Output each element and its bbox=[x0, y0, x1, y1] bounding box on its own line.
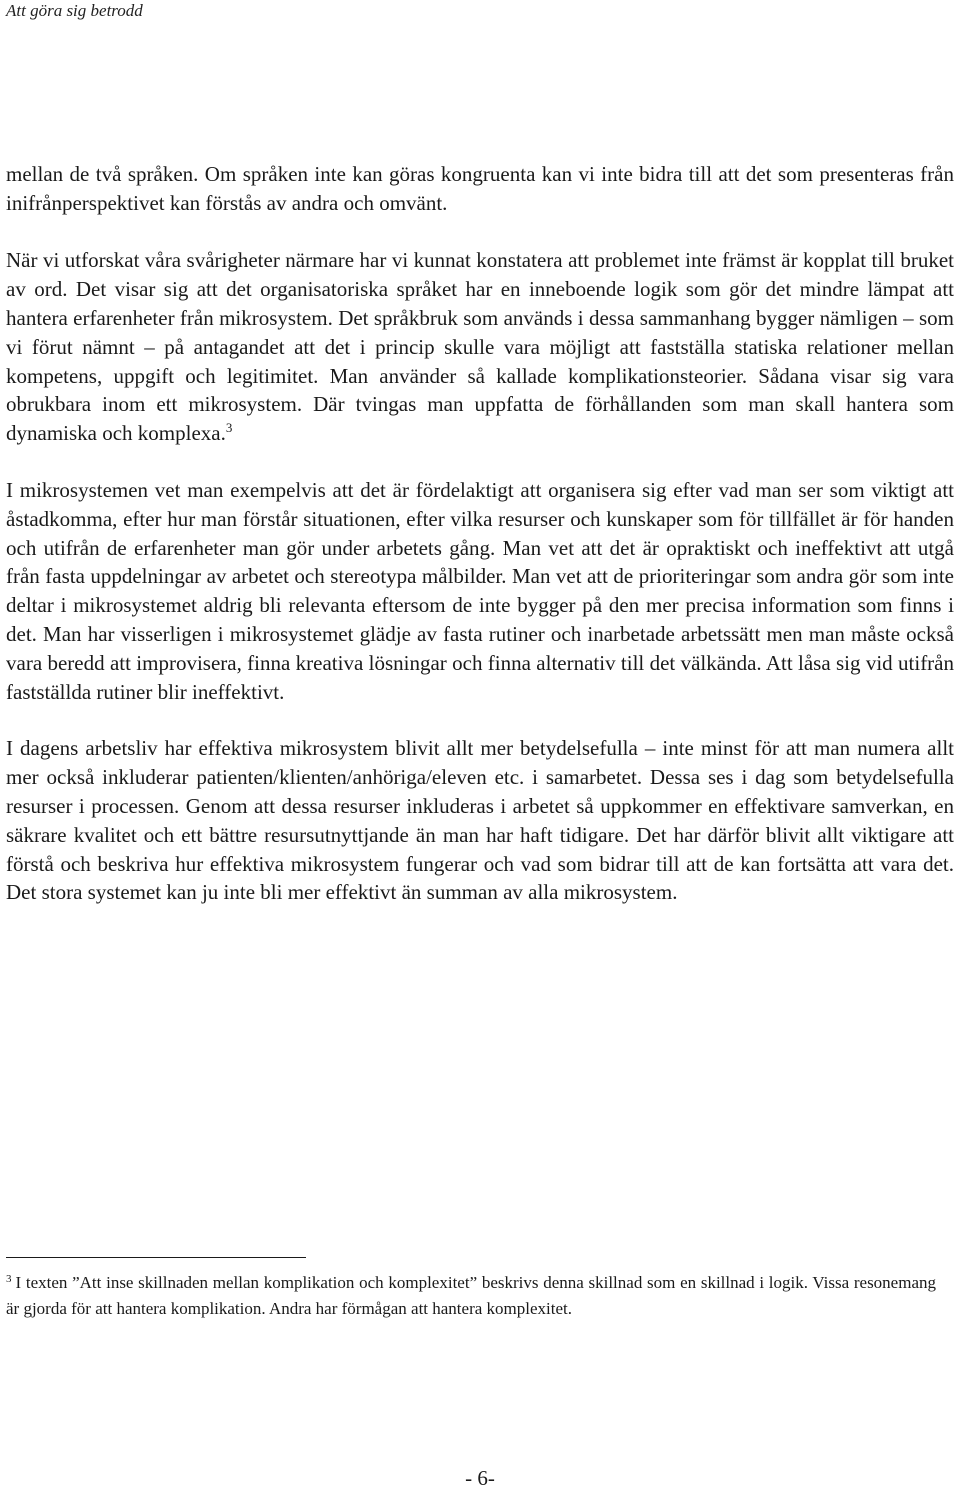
footnote-separator bbox=[6, 1257, 306, 1258]
footnote-reference[interactable]: 3 bbox=[225, 420, 233, 436]
paragraph-2 bbox=[6, 246, 954, 448]
paragraph-3: I mikrosystemen vet man exempelvis att det är fördelaktigt att organisera sig efter vad man ser som viktigt att åstadkomma, efter hur man förstår situationen, efter vilka resurser och kunskaper som för tillfället är för handen och utifrån de erfarenheter man gör under arbetets gång. Man vet att det är opraktiskt och ineffektivt att utgå från fasta uppdelningar av arbetet och stereotypa målbilder. Man vet att de prioriteringar som andra gör som inte deltar i mikrosystemet aldrig bli relevanta eftersom de inte bygger på den mer precisa information som finns i det. Man har visserligen i mikrosystemet glädje av fasta rutiner och inarbetade arbetssätt men man måste också vara beredd att improvisera, finna kreativa lösningar och finna alternativ till det välkända. Att låsa sig vid utifrån fastställda rutiner blir ineffektivt. bbox=[6, 477, 954, 704]
paragraph-4: I dagens arbetsliv har effektiva mikrosystem blivit allt mer betydelsefulla – inte minst för att man numera allt mer också inkluderar patienten/klienten/anhöriga/eleven etc. i samarbetet. Dessa ses i dag som betydelsefulla resurser i processen. Genom att dessa resurser inkluderas i arbetet så uppkommer en effektivare samverkan, en säkrare kvalitet och ett bättre resursutnyttjande än man har haft tidigare. Det har därför blivit allt viktigare att förstå och beskriva hur effektiva mikrosystem fungerar och vad som bidrar till att de kan fortsätta att vara det. Det stora systemet kan ju inte bli mer effektivt än summan av alla mikrosystem. bbox=[6, 736, 954, 905]
paragraph-1: mellan de två språken. Om språken inte kan göras kongruenta kan vi inte bidra till att det som presenteras från inifrånperspektivet kan förstås av andra och omvänt. bbox=[6, 162, 954, 215]
running-header: Att göra sig betrodd bbox=[6, 1, 143, 20]
footnote-text: I texten ”Att inse skillnaden mellan komplikation och komplexitet” beskrivs denna skillnad som en skillnad i logik. Vissa resonemang är gjorda för att hantera komplikation. Andra har förmågan att hantera komplexitet. bbox=[6, 1273, 936, 1318]
footnote bbox=[6, 1270, 936, 1322]
page-number: - 6- bbox=[465, 1466, 495, 1490]
body-text bbox=[6, 160, 954, 935]
paragraph-2-text: När vi utforskat våra svårigheter närmare har vi kunnat konstatera att problemet inte främst är kopplat till bruket av ord. Det visar sig att det organisatoriska språket har en inneboende logik som gör det mindre lämpat att hantera erfarenheter från mikrosystem. Det språkbruk som används i dessa sammanhang bygger nämligen – som vi förut nämnt – på antagandet att det i princip skulle vara möjligt att fastställa statiska relationer mellan kompetens, uppgift och legitimitet. Man använder så kallade komplikationsteorier. Sådana visar sig vara obrukbara inom ett mikrosystem. Där tvingas man uppfatta de förhållanden som man skall hantera som dynamiska och komplexa. bbox=[6, 248, 954, 446]
footnote-number: 3 bbox=[6, 1273, 12, 1285]
